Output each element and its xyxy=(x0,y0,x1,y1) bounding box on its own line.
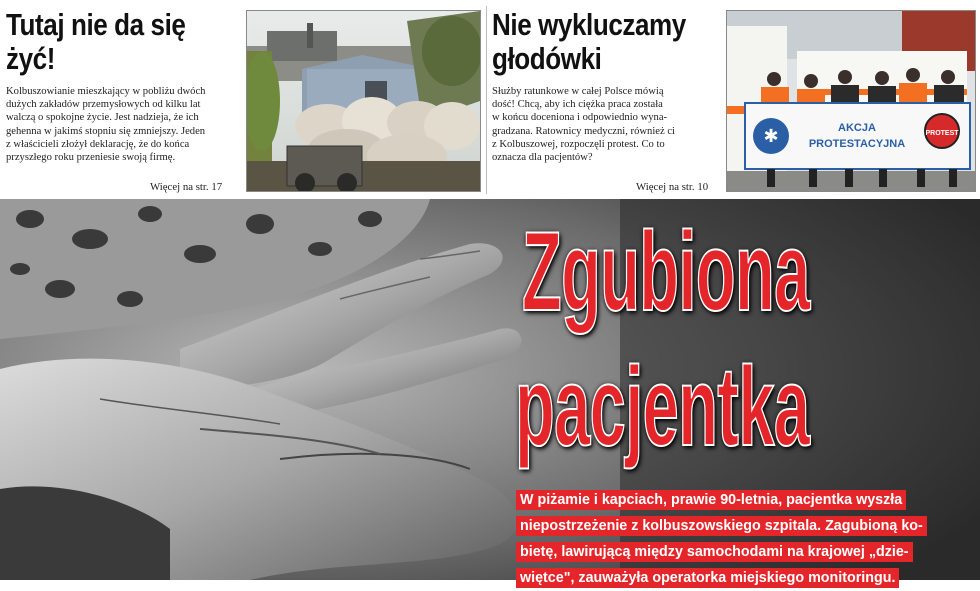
teaser-1-text-line: Kolbuszowianie mieszkający w pobliżu dwóch xyxy=(6,86,206,97)
teaser-2-text-line: dość! Chcą, aby ich ciężka praca została xyxy=(492,99,663,111)
teaser-2-text-line: w końcu doceniona i odpowiednio wyna- xyxy=(492,112,668,124)
teaser-1-text-line: z właścicieli złożył deklarację, że do końca xyxy=(6,138,190,150)
banner-line-2: PROTESTACYJNA xyxy=(808,138,906,150)
teaser-2-text-line: z Kolbuszowej, rozpoczęli protest. Co to xyxy=(492,138,665,150)
top-teasers xyxy=(0,0,980,200)
protest-illustration xyxy=(727,11,975,191)
teaser-1-text xyxy=(6,85,236,164)
teaser-2-more-link[interactable]: Więcej na str. 10 xyxy=(636,181,709,193)
main-headline-line-1: Zgubiona xyxy=(522,209,810,334)
teaser-2-title-line: Nie wykluczamy xyxy=(492,7,686,42)
teaser-1-text-line: przyszłego roku przeniesie swoją firmę. xyxy=(6,152,176,164)
factory-illustration xyxy=(247,11,480,191)
teaser-2-text xyxy=(492,85,714,164)
factory-photo xyxy=(246,10,481,192)
lead-line: W piżamie i kapciach, prawie 90-letnia, pacjentka wyszła xyxy=(516,490,906,510)
teaser-2-text-line: gradzana. Ratownicy medyczni, również ci xyxy=(492,125,675,137)
lead-line: niepostrzeżenie z kolbuszowskiego szpitala. Zagubioną ko- xyxy=(516,516,927,536)
teaser-2-title-line: głodówki xyxy=(492,41,602,76)
teaser-1-title xyxy=(6,8,185,76)
protest-photo xyxy=(726,10,976,192)
lead-line: więtce", zauważyła operatorka miejskiego monitoringu. xyxy=(516,568,899,588)
teaser-1-text-line: dużych zakładów przemysłowych od kilku lat xyxy=(6,99,201,111)
protest-badge-text: PROTEST xyxy=(925,130,959,137)
teaser-1-more-link[interactable]: Więcej na str. 17 xyxy=(150,181,223,193)
column-divider xyxy=(486,6,487,194)
teaser-2-title xyxy=(492,8,686,76)
teaser-1-text-line: walczą o spokojne życie. Jest nadzieja, że ich xyxy=(6,112,199,124)
banner-line-1: AKCJA xyxy=(838,122,876,134)
teaser-2-text-line: Służby ratunkowe w całej Polsce mówią xyxy=(492,86,664,97)
teaser-1-text-line: gehenna w jakimś stopniu się zmniejszy. Jeden xyxy=(6,125,206,137)
main-headline-line-2: pacjentka xyxy=(515,344,810,469)
lead-paragraph xyxy=(516,487,980,591)
teaser-1-title-line: żyć! xyxy=(6,41,55,76)
teaser-1-title-line: Tutaj nie da się xyxy=(6,7,186,42)
teaser-2-text-line: oznacza dla pacjentów? xyxy=(492,152,593,164)
star-of-life-icon: ✱ xyxy=(763,126,779,147)
lead-line: bietę, lawirującą między samochodami na krajowej „dzie- xyxy=(516,542,913,562)
